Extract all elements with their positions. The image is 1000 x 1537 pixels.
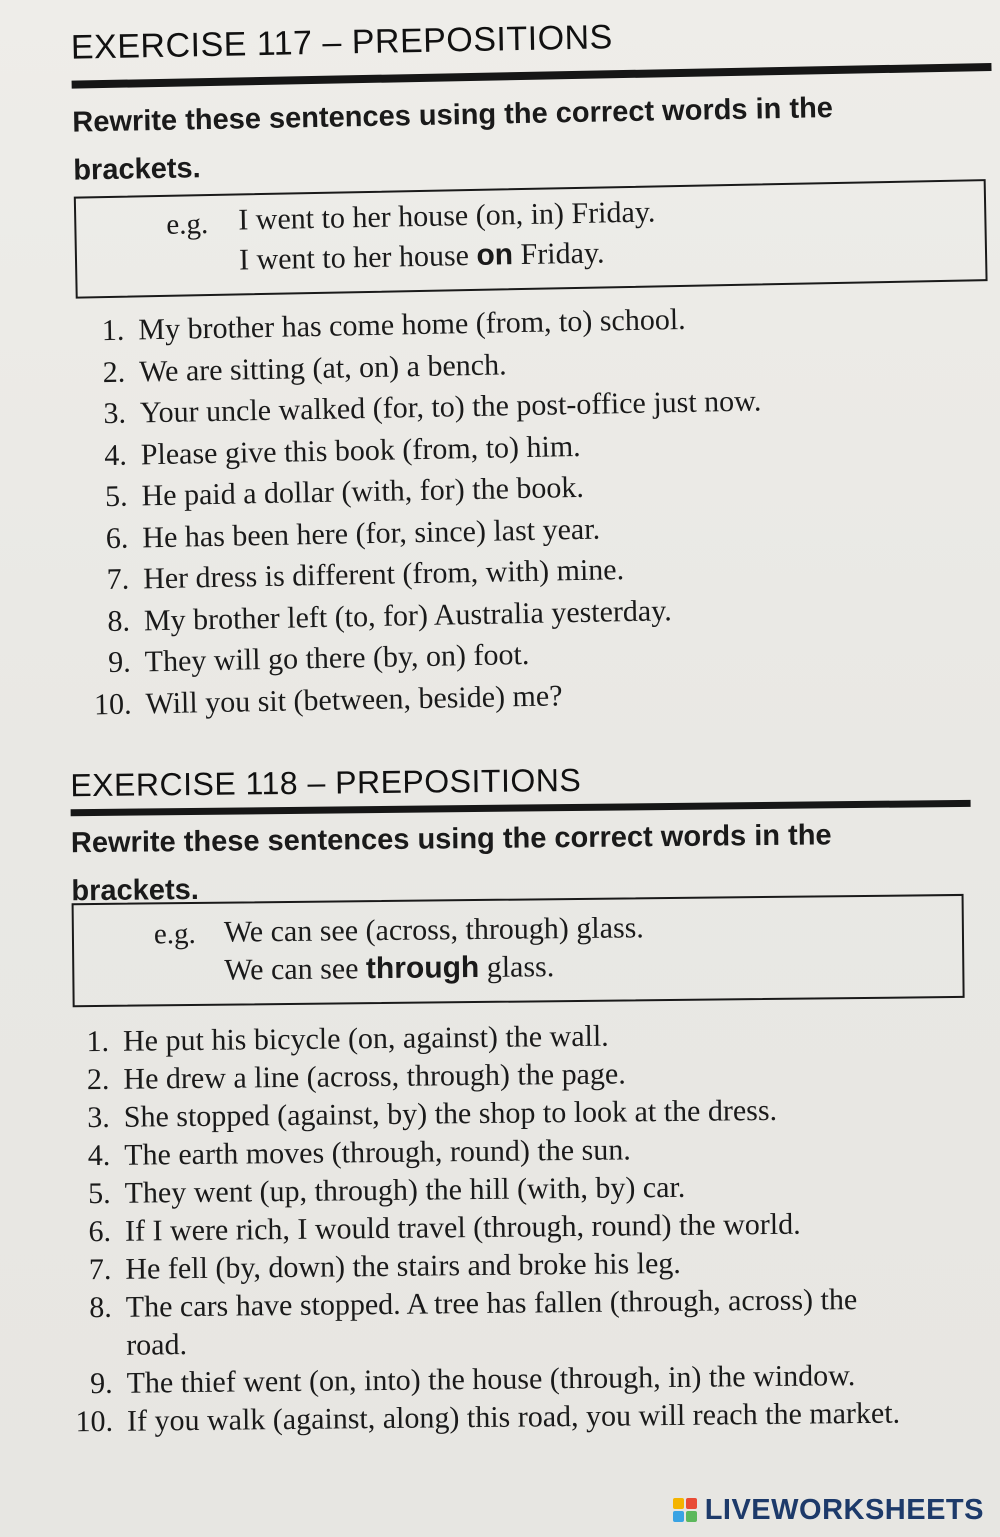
- example-answer-bold: through: [365, 950, 480, 986]
- exercise-title: EXERCISE 117 – PREPOSITIONS: [70, 18, 614, 67]
- example-answer-suffix: Friday.: [512, 236, 605, 272]
- item-text: Your uncle walked (for, to) the post-office just now.: [139, 384, 762, 430]
- item-text: Her dress is different (from, with) mine.: [142, 553, 625, 596]
- item-number: 7.: [88, 1252, 112, 1287]
- item-text: The thief went (on, into) the house (through, in) the window.: [126, 1359, 856, 1400]
- item-number: 6.: [105, 521, 129, 555]
- item-text: My brother left (to, for) Australia yesterday.: [143, 593, 673, 637]
- item-number: 2.: [86, 1062, 110, 1097]
- example-answer-prefix: I went to her house: [238, 238, 477, 277]
- item-number: 5.: [87, 1176, 111, 1211]
- example-answer-bold: on: [476, 238, 514, 272]
- item-number: 9.: [107, 645, 132, 680]
- item-text: He paid a dollar (with, for) the book.: [141, 470, 585, 513]
- item-text: They went (up, through) the hill (with, by) car.: [124, 1170, 686, 1210]
- item-text: He put his bicycle (on, against) the wall.: [122, 1019, 609, 1058]
- item-number: 5.: [104, 479, 128, 514]
- item-number: 8.: [107, 604, 131, 638]
- item-text: We are sitting (at, on) a bench.: [138, 347, 507, 388]
- sentence-list: [63, 1014, 987, 1442]
- item-text: Will you sit (between, beside) me?: [145, 678, 563, 720]
- item-number: 8.: [89, 1290, 112, 1325]
- item-number: 2.: [102, 355, 126, 389]
- example-answer-prefix: We can see: [224, 952, 367, 987]
- item-number: 4.: [87, 1138, 111, 1173]
- item-number: 6.: [88, 1214, 112, 1249]
- list-item: [66, 1280, 987, 1366]
- liveworksheets-watermark: [673, 1494, 984, 1527]
- item-number: 3.: [103, 396, 127, 431]
- example-box: [72, 894, 965, 1007]
- item-number: 10.: [75, 1404, 114, 1439]
- item-number: 1.: [86, 1024, 110, 1059]
- example-answer: [239, 236, 605, 277]
- exercise-118: [0, 742, 1000, 1439]
- item-text: They will go there (by, on) foot.: [144, 637, 530, 679]
- item-number: 7.: [106, 562, 130, 597]
- item-text: Please give this book (from, to) him.: [140, 429, 581, 471]
- item-number: 1.: [101, 313, 125, 348]
- item-text: He drew a line (across, through) the page.: [123, 1057, 626, 1096]
- item-number: 3.: [87, 1100, 111, 1135]
- item-text: He has been here (for, since) last year.: [142, 512, 601, 554]
- item-text: My brother has come home (from, to) school.: [138, 302, 686, 347]
- example-box: [74, 179, 988, 298]
- item-number: 10.: [93, 687, 132, 721]
- item-text: If I were rich, I would travel (through, round) the world.: [124, 1207, 801, 1248]
- example-label: e.g.: [153, 917, 196, 951]
- instruction-text: Rewrite these sentences using the correct words in the brackets.: [72, 92, 834, 187]
- example-label: e.g.: [166, 208, 209, 241]
- item-text: The cars have stopped. A tree has fallen (through, across) the road.: [125, 1283, 858, 1362]
- instruction-text: Rewrite these sentences using the correct words in the brackets.: [70, 819, 832, 908]
- liveworksheets-logo-icon: [673, 1498, 699, 1524]
- sentence-list: [76, 293, 984, 725]
- example-question: I went to her house (on, in) Friday.: [237, 195, 656, 237]
- example-question: We can see (across, through) glass.: [223, 911, 645, 949]
- item-text: He fell (by, down) the stairs and broke his leg.: [125, 1246, 681, 1286]
- exercise-title: EXERCISE 118 – PREPOSITIONS: [70, 761, 582, 804]
- item-number: 4.: [103, 438, 128, 472]
- watermark-text: LIVEWORKSHEETS: [704, 1494, 984, 1526]
- item-text: She stopped (against, by) the shop to look at the dress.: [123, 1093, 778, 1134]
- example-answer-suffix: glass.: [479, 950, 555, 984]
- item-number: 9.: [89, 1366, 113, 1401]
- example-answer: [224, 950, 554, 987]
- item-text: If you walk (against, along) this road, you will reach the market.: [126, 1396, 901, 1438]
- item-text: The earth moves (through, round) the sun.: [124, 1133, 631, 1172]
